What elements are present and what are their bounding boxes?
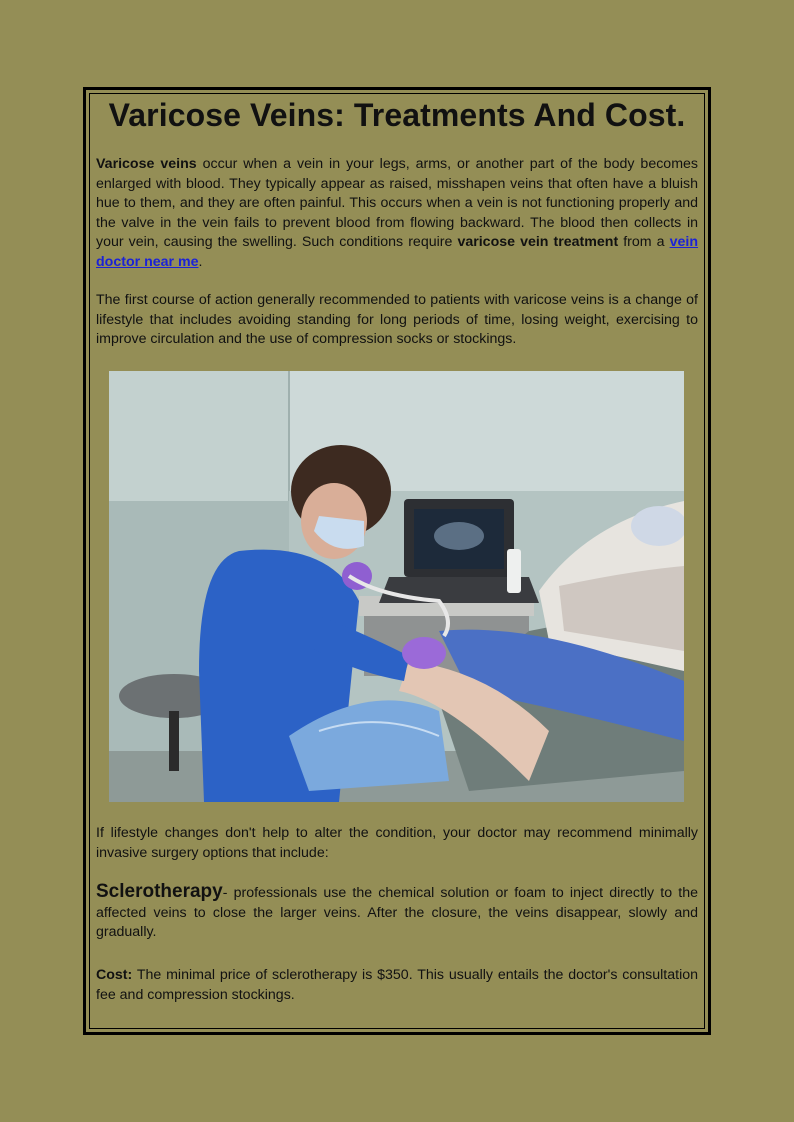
cost-label: Cost: xyxy=(96,967,133,983)
minimally-invasive-paragraph: If lifestyle changes don't help to alter the condition, your doctor may recommend minimally invasive surgery options that include: xyxy=(96,825,698,861)
document-content xyxy=(96,92,698,1003)
sclerotherapy-heading: Sclerotherapy xyxy=(96,881,223,902)
intro-bold-treatment: varicose vein treatment xyxy=(457,234,619,250)
vein-doctor-link[interactable]: vein doctor near me xyxy=(96,234,698,270)
sclerotherapy-text: - professionals use the chemical solution or foam to inject directly to the affected veins to close the larger veins. After the closure, the veins disappear, slowly and gradually. xyxy=(96,885,698,940)
sclerotherapy-paragraph xyxy=(96,882,698,943)
intro-text-3: . xyxy=(198,253,203,270)
intro-paragraph xyxy=(96,155,698,272)
page-title: Varicose Veins: Treatments And Cost. xyxy=(108,97,686,133)
treatment-photo xyxy=(109,371,684,802)
cost-text: The minimal price of sclerotherapy is $350. This usually entails the doctor's consultation fee and compression stockings. xyxy=(96,967,698,1003)
intro-text-1: occur when a vein in your legs, arms, or another part of the body becomes enlarged with blood. They typically appear as raised, misshapen veins that often have a bluish hue to them, and they are often painful. This occurs when a vein is not functioning properly and the valve in the vein fails to prevent blood from flowing backward. The blood then collects in your vein, causing the swelling. Such conditions require xyxy=(96,156,698,250)
intro-lead-bold: Varicose veins xyxy=(96,156,197,172)
lifestyle-paragraph: The first course of action generally recommended to patients with varicose veins is a change of lifestyle that includes avoiding standing for long periods of time, losing weight, exercising to improve circulation and the use of compression socks or stockings. xyxy=(96,292,698,347)
intro-text-2: from a xyxy=(618,234,670,250)
cost-paragraph xyxy=(96,966,698,1005)
